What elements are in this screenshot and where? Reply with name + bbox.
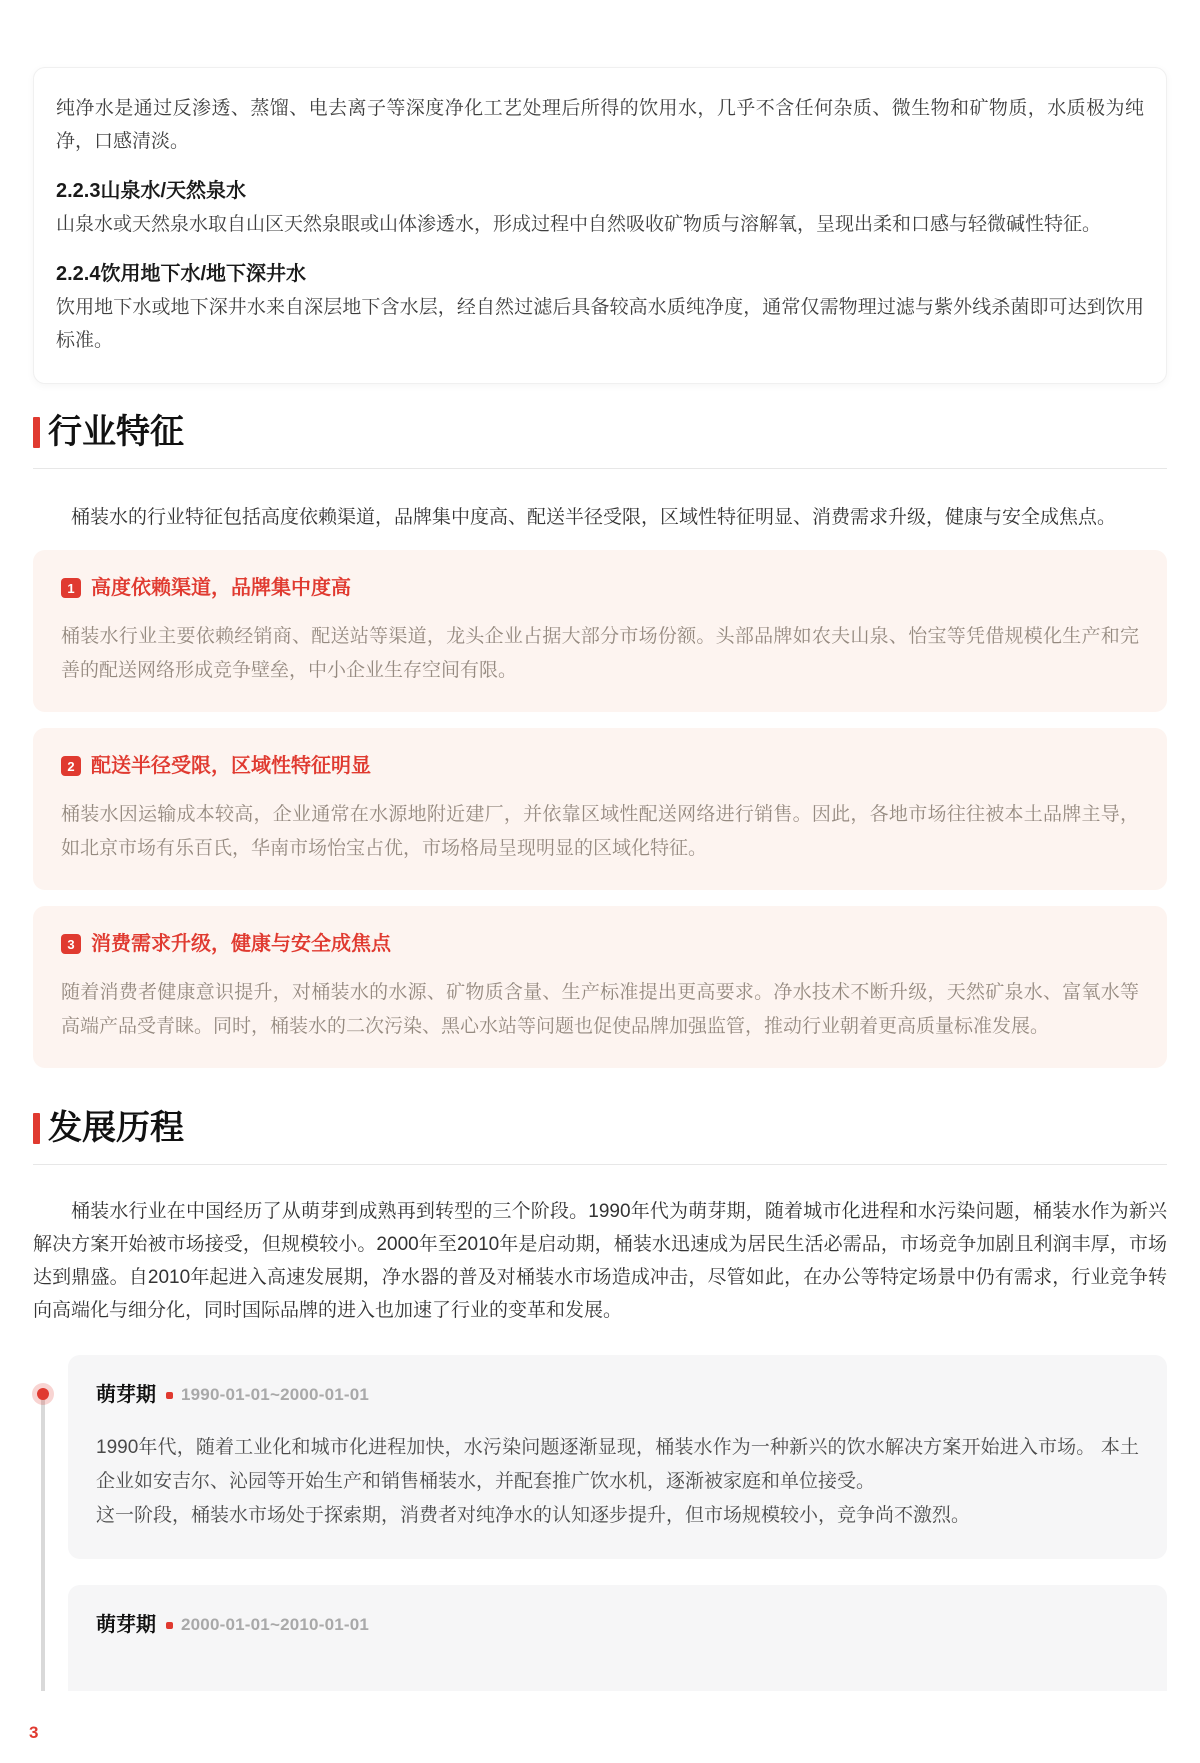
- phase-name: 萌芽期: [96, 1614, 156, 1636]
- industry-section-header: [33, 412, 1167, 469]
- subsection-heading-spring-water: 2.2.3山泉水/天然泉水: [56, 180, 247, 202]
- industry-section-title: [33, 412, 1167, 452]
- number-badge-icon: 1: [61, 578, 81, 598]
- timeline-title-row: [96, 1381, 1139, 1409]
- section-accent-bar: [33, 417, 40, 448]
- feature-box-3: [33, 906, 1167, 1068]
- history-section-header: [33, 1108, 1167, 1165]
- feature-title: 高度依赖渠道，品牌集中度高: [91, 577, 351, 599]
- industry-intro-paragraph: 桶装水的行业特征包括高度依赖渠道，品牌集中度高、配送半径受限，区域性特征明显、消费需求升级，健康与安全成焦点。: [71, 507, 1117, 528]
- feature-title-row: [61, 752, 1139, 780]
- feature-title-row: [61, 930, 1139, 958]
- timeline-title-row: [96, 1611, 1139, 1639]
- section-accent-bar: [33, 1113, 40, 1144]
- red-dot-separator-icon: [166, 1622, 173, 1629]
- industry-section-title-text: 行业特征: [48, 413, 184, 451]
- feature-title-row: [61, 574, 1139, 602]
- history-section-title: [33, 1108, 1167, 1148]
- feature-title: 消费需求升级，健康与安全成焦点: [91, 933, 391, 955]
- timeline-item-1: [68, 1355, 1167, 1559]
- feature-box-2: [33, 728, 1167, 890]
- timeline-dot-icon: [32, 1383, 54, 1405]
- phase-date-range: 1990-01-01~2000-01-01: [181, 1385, 370, 1404]
- number-badge-icon: 3: [61, 934, 81, 954]
- history-section-title-text: 发展历程: [48, 1109, 184, 1147]
- feature-body: 随着消费者健康意识提升，对桶装水的水源、矿物质含量、生产标准提出更高要求。净水技术不断升级，天然矿泉水、富氧水等高端产品受青睐。同时，桶装水的二次污染、黑心水站等问题也促使品牌加强监管，推动行业朝着更高质量标准发展。: [61, 982, 1139, 1037]
- timeline-paragraph: 1990年代，随着工业化和城市化进程加快，水污染问题逐渐显现，桶装水作为一种新兴的饮水解决方案开始进入市场。 本土企业如安吉尔、沁园等开始生产和销售桶装水，并配套推广饮水机，逐渐被家庭和单位接受。: [96, 1437, 1139, 1492]
- timeline-body: [96, 1431, 1139, 1533]
- phase-name: 萌芽期: [96, 1384, 156, 1406]
- timeline-paragraph: 这一阶段，桶装水市场处于探索期，消费者对纯净水的认知逐步提升，但市场规模较小，竞争尚不激烈。: [96, 1505, 971, 1526]
- number-badge-icon: 2: [61, 756, 81, 776]
- feature-title: 配送半径受限，区域性特征明显: [91, 755, 371, 777]
- water-types-card: [33, 67, 1167, 384]
- feature-box-1: [33, 550, 1167, 712]
- red-dot-separator-icon: [166, 1392, 173, 1399]
- timeline-rail: [41, 1395, 45, 1691]
- subsection-heading-ground-water: 2.2.4饮用地下水/地下深井水: [56, 263, 307, 285]
- timeline-item-2: [68, 1585, 1167, 1691]
- phase-date-range: 2000-01-01~2010-01-01: [181, 1615, 370, 1634]
- page-number: 3: [29, 1723, 39, 1742]
- feature-body: 桶装水因运输成本较高，企业通常在水源地附近建厂，并依靠区域性配送网络进行销售。因此，各地市场往往被本土品牌主导，如北京市场有乐百氏，华南市场怡宝占优，市场格局呈现明显的区域化特征。: [61, 804, 1139, 859]
- development-timeline: [33, 1355, 1167, 1691]
- history-intro-paragraph: 桶装水行业在中国经历了从萌芽到成熟再到转型的三个阶段。1990年代为萌芽期，随着城市化进程和水污染问题，桶装水作为新兴解决方案开始被市场接受，但规模较小。2000年至2010年是启动期，桶装水迅速成为居民生活必需品，市场竞争加剧且利润丰厚，市场达到鼎盛。自2010年起进入高速发展期，净水器的普及对桶装水市场造成冲击，尽管如此，在办公等特定场景中仍有需求，行业竞争转向高端化与细分化，同时国际品牌的进入也加速了行业的变革和发展。: [33, 1201, 1167, 1321]
- feature-body: 桶装水行业主要依赖经销商、配送站等渠道，龙头企业占据大部分市场份额。头部品牌如农夫山泉、怡宝等凭借规模化生产和完善的配送网络形成竞争壁垒，中小企业生存空间有限。: [61, 626, 1139, 681]
- purified-water-paragraph: 纯净水是通过反渗透、蒸馏、电去离子等深度净化工艺处理后所得的饮用水，几乎不含任何杂质、微生物和矿物质，水质极为纯净，口感清淡。: [56, 98, 1144, 152]
- subsection-body-ground-water: 饮用地下水或地下深井水来自深层地下含水层，经自然过滤后具备较高水质纯净度，通常仅需物理过滤与紫外线杀菌即可达到饮用标准。: [56, 297, 1144, 351]
- subsection-body-spring-water: 山泉水或天然泉水取自山区天然泉眼或山体渗透水，形成过程中自然吸收矿物质与溶解氧，呈现出柔和口感与轻微碱性特征。: [56, 214, 1102, 235]
